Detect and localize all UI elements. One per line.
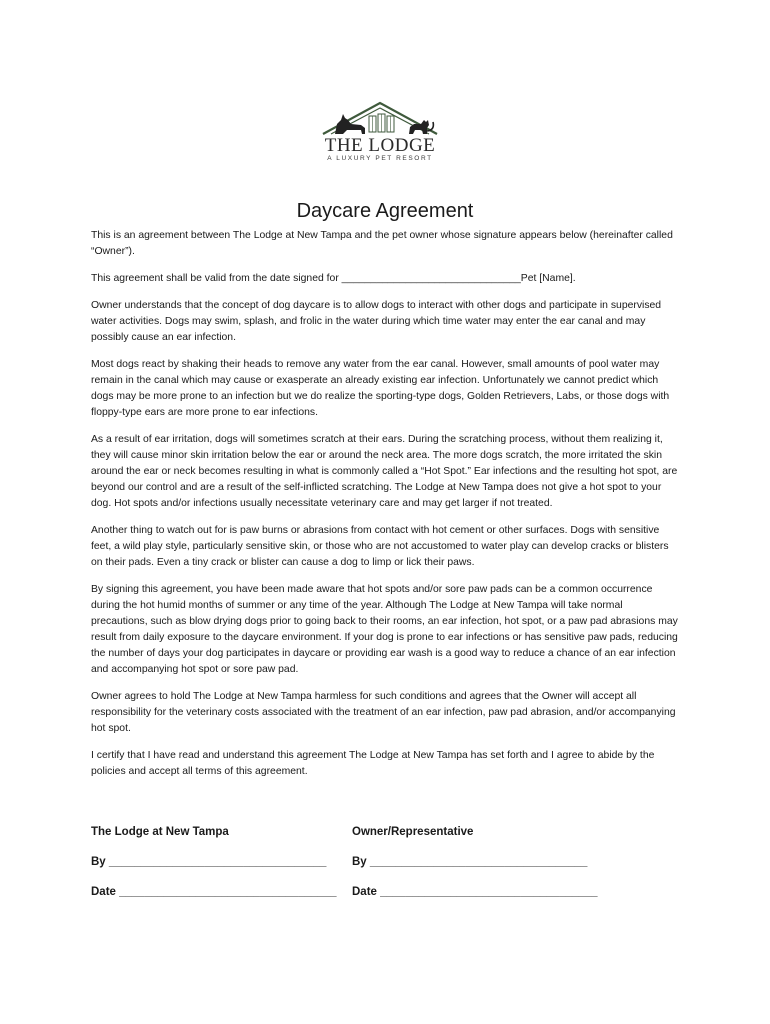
agreement-body [91,228,681,791]
lodge-date-line[interactable]: Date __________________________________ [91,886,337,898]
paragraph-hot-spot: As a result of ear irritation, dogs will sometimes scratch at their ears. During the scratching process, without them realizing it, they will cause minor skin irritation below the ear or around the neck area. The more dogs scratch, the more irritated the skin around the ear or neck becomes resulting in what is commonly called a “Hot Spot.” Ear infections and the resulting hot spot, are beyond our control and are a result of the self-inflicted scratching. The Lodge at New Tampa does not give a hot spot to your dog. Hot spots and/or infections usually necessitate veterinary care and may get larger if not treated. [91,434,678,509]
signature-by-row [91,847,691,877]
lodge-by-line[interactable]: By __________________________________ [91,856,327,868]
paragraph-intro: This is an agreement between The Lodge at New Tampa and the pet owner whose signature appears below (hereinafter called “Owner”). [91,230,673,257]
paragraph-harmless: Owner agrees to hold The Lodge at New Tampa harmless for such conditions and agrees that the Owner will accept all responsibility for the veterinary costs associated with the treatment of an ear infection, paw pad abrasion, and/or accompanying hot spot. [91,691,676,734]
paragraph-validity: This agreement shall be valid from the date signed for _______________________________Pet [Name]. [91,273,576,284]
document-title: Daycare Agreement [296,200,474,222]
paragraph-paw-burns: Another thing to watch out for is paw burns or abrasions from contact with hot cement or other surfaces. Dogs with sensitive feet, a wild play style, particularly sensitive skin, or those who are not accustomed to water play can develop cracks or blisters on their pads. Even a tiny crack or blister can cause a dog to limp or lick their paws. [91,525,669,568]
owner-heading: Owner/Representative [352,826,474,838]
paragraph-certify: I certify that I have read and understand this agreement The Lodge at New Tampa has set forth and I agree to abide by the policies and accept all terms of this agreement. [91,750,655,777]
paragraph-concept: Owner understands that the concept of dog daycare is to allow dogs to interact with other dogs and participate in supervised water activities. Dogs may swim, splash, and frolic in the water during which time water may enter the ear canal and may possibly cause an ear infection. [91,300,662,343]
lodge-heading: The Lodge at New Tampa [91,826,229,838]
logo-wordmark: THE LODGE [324,135,436,156]
lodge-logo [317,100,443,168]
lodge-roof-icon [317,100,443,140]
paragraph-awareness: By signing this agreement, you have been made aware that hot spots and/or sore paw pads can be a common occurrence during the hot humid months of summer or any time of the year. Although The Lodge at New Tampa will take normal precautions, such as blow drying dogs prior to going back to their rooms, an ear infection, hot spot, or a paw pad abrasions may result from daily exposure to the daycare environment. If your dog is prone to ear infections or has sensitive paw pads, reducing the number of days your dog participates in daycare or providing ear wash is a good way to reduce a chance of an ear infection and accompanying hot spot or sore paw pad. [91,584,678,675]
signature-headings [91,817,691,847]
signature-block [91,817,691,907]
signature-date-row [91,877,691,907]
owner-by-line[interactable]: By __________________________________ [352,856,588,868]
paragraph-ear-water: Most dogs react by shaking their heads to remove any water from the ear canal. However, small amounts of pool water may remain in the canal which may cause or exasperate an already existing ear infection. Unfortunately we cannot predict which dogs may be more prone to an infection but we do realize the sporting-type dogs, Golden Retrievers, Labs, or those dogs with floppy-type ears are more prone to ear infections. [91,359,670,418]
owner-date-line[interactable]: Date __________________________________ [352,886,598,898]
logo-tagline: A LUXURY PET RESORT [327,155,433,162]
